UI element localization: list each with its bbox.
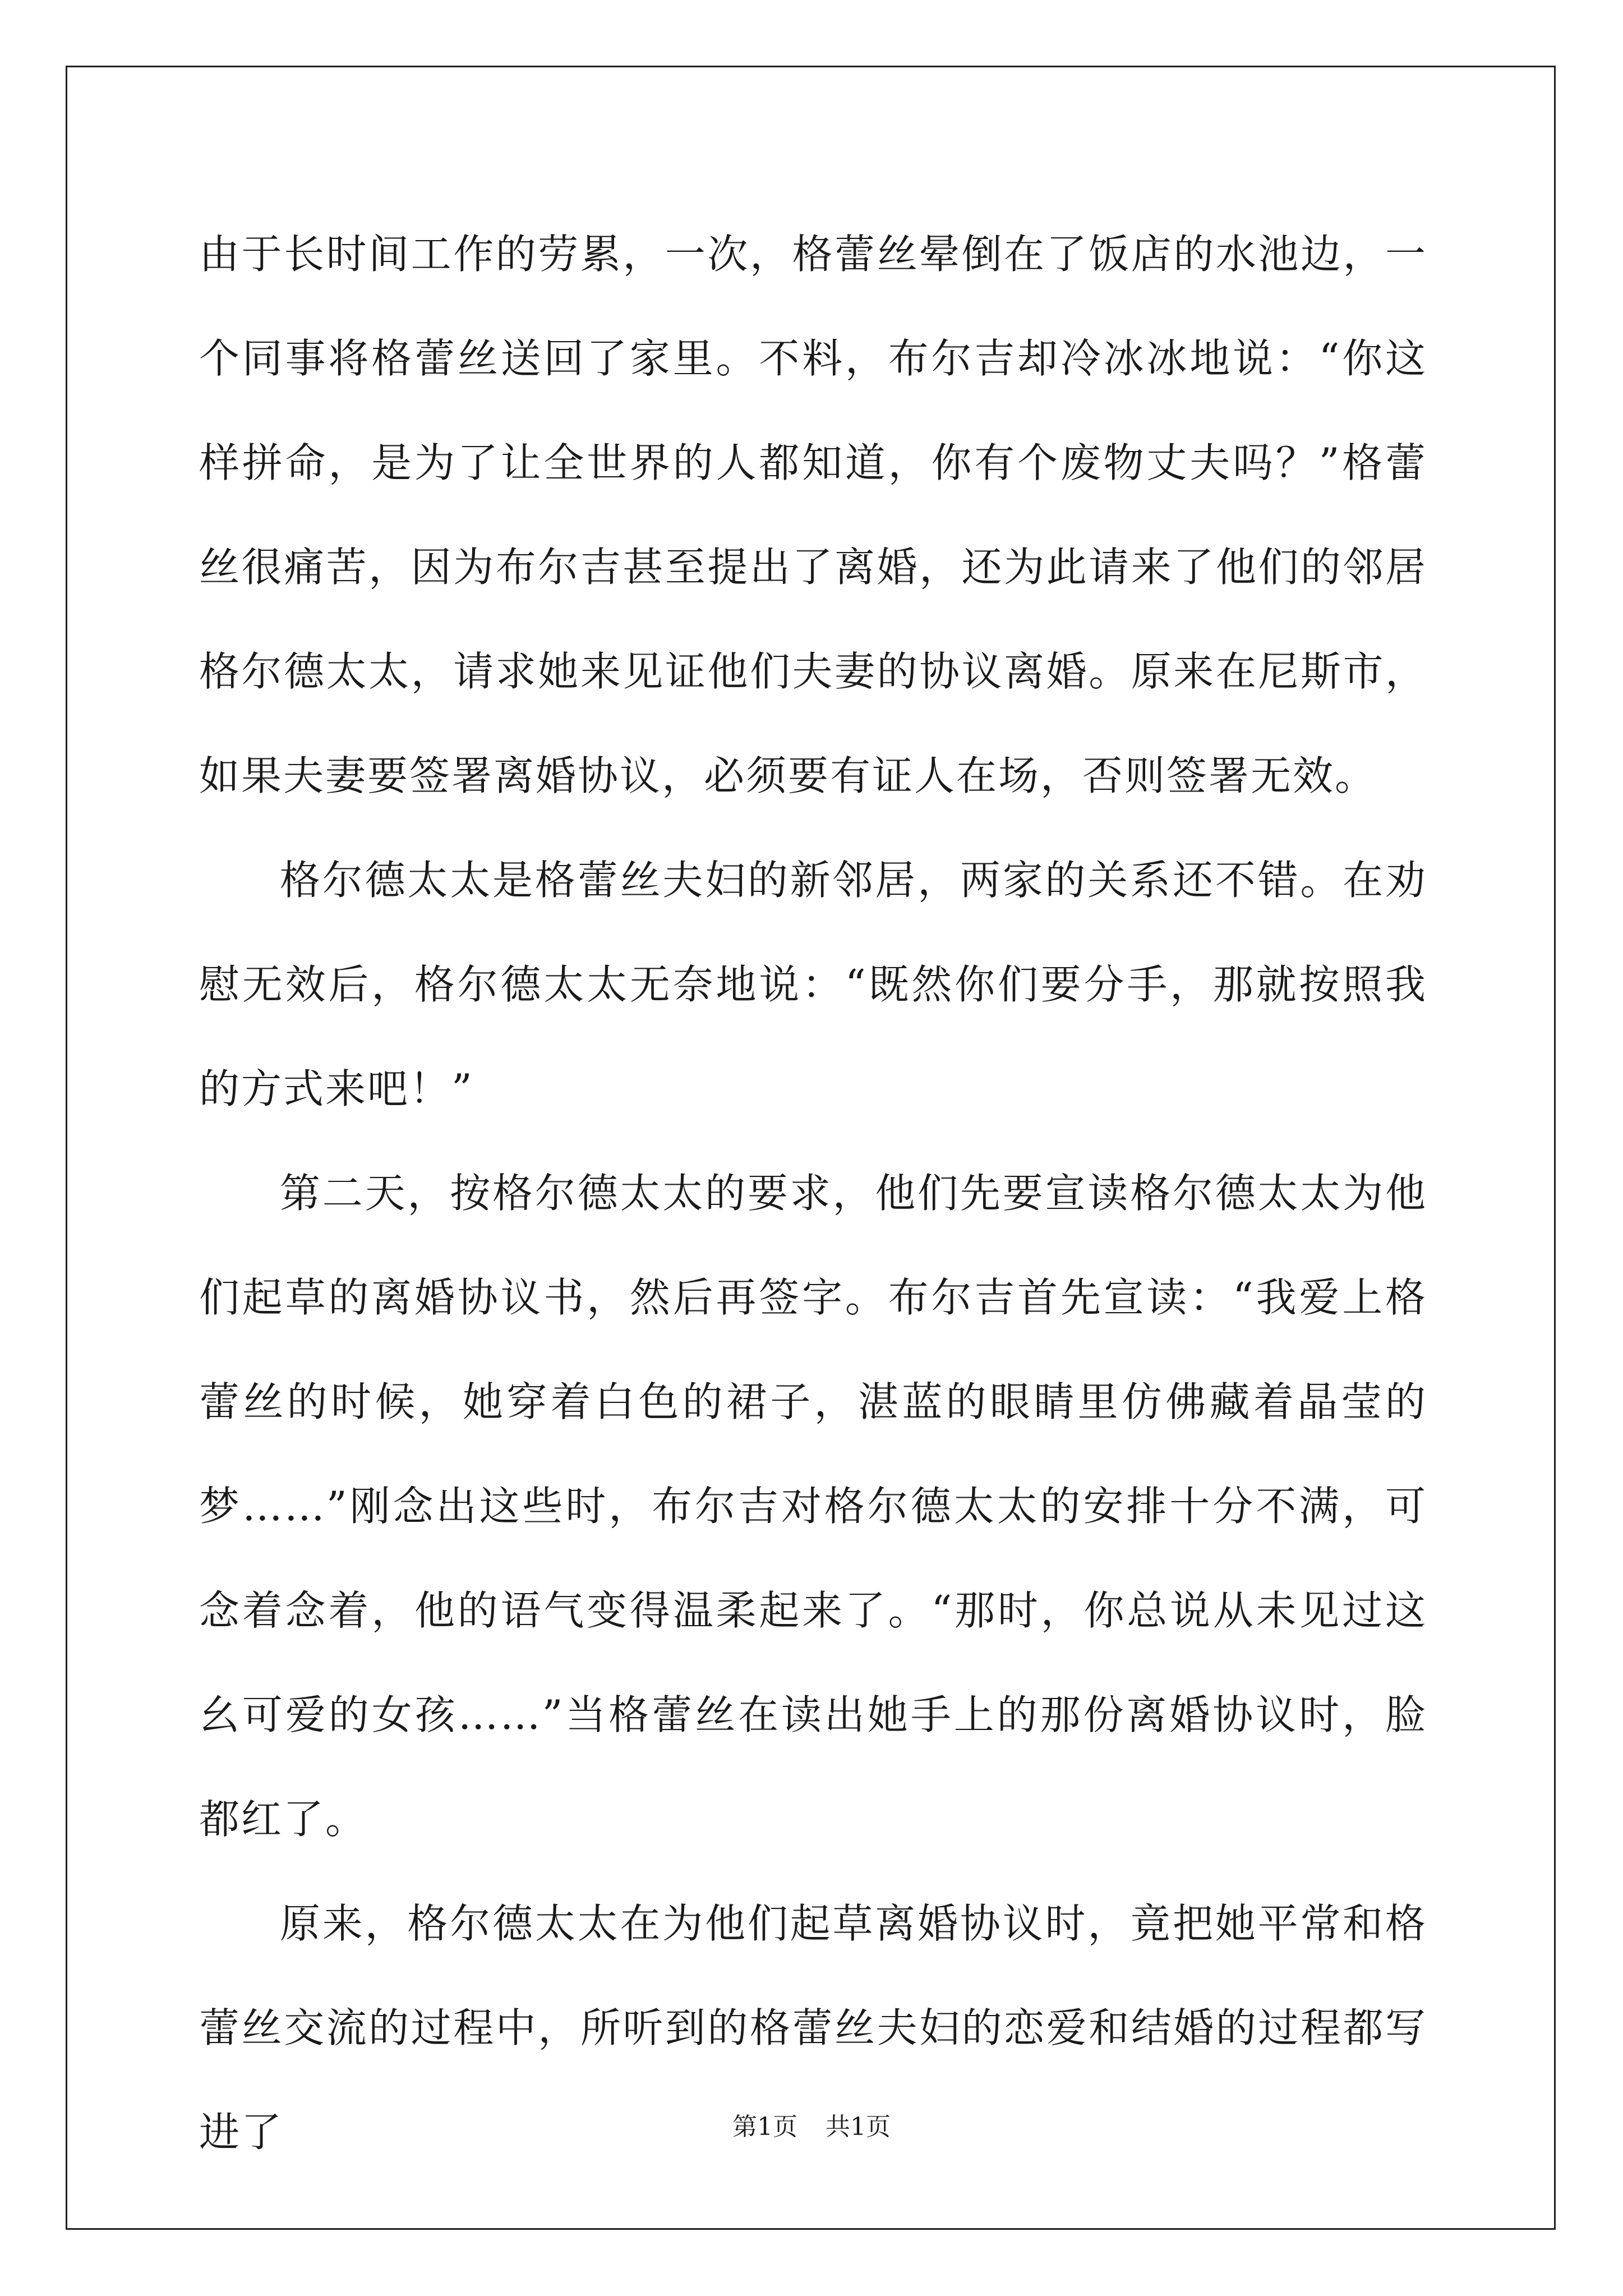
page-number-current: 第1页 (732, 2113, 797, 2141)
paragraph-2: 格尔德太太是格蕾丝夫妇的新邻居，两家的关系还不错。在劝慰无效后，格尔德太太无奈地说：“既然你们要分手，那就按照我的方式来吧！” (199, 857, 1427, 1112)
paragraph-4: 原来，格尔德太太在为他们起草离婚协议时，竟把她平常和格蕾丝交流的过程中，所听到的格蕾丝夫妇的恋爱和结婚的过程都写进了 (199, 1900, 1427, 2156)
page-footer (0, 2106, 1623, 2142)
paragraph-3: 第二天，按格尔德太太的要求，他们先要宣读格尔德太太为他们起草的离婚协议书，然后再签字。布尔吉首先宣读：“我爱上格蕾丝的时候，她穿着白色的裙子，湛蓝的眼睛里仿佛藏着晶莹的梦……”刚念出这些时，布尔吉对格尔德太太的安排十分不满，可念着念着，他的语气变得温柔起来了。“那时，你总说从未见过这幺可爱的女孩……”当格蕾丝在读出她手上的那份离婚协议时，脸都红了。 (199, 1170, 1427, 1843)
document-body (199, 202, 1427, 2184)
paragraph-1: 由于长时间工作的劳累，一次，格蕾丝晕倒在了饭店的水池边，一个同事将格蕾丝送回了家里。不料，布尔吉却冷冰冰地说：“你这样拼命，是为了让全世界的人都知道，你有个废物丈夫吗？”格蕾丝很痛苦，因为布尔吉甚至提出了离婚，还为此请来了他们的邻居格尔德太太，请求她来见证他们夫妻的协议离婚。原来在尼斯市，如果夫妻要签署离婚协议，必须要有证人在场，否则签署无效。 (199, 231, 1427, 799)
page-number-total: 共1页 (826, 2113, 891, 2141)
